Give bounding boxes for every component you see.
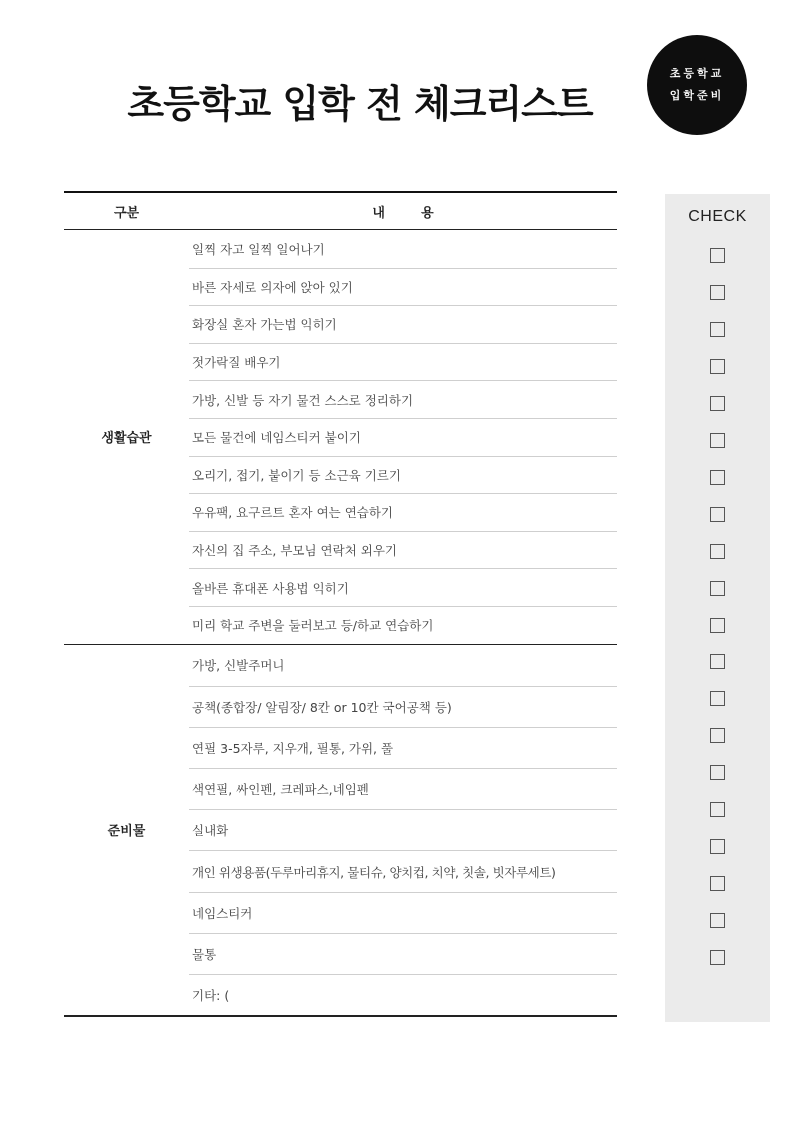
checkbox[interactable] <box>710 876 725 891</box>
checkbox[interactable] <box>710 359 725 374</box>
item-list <box>189 230 617 644</box>
header-category: 구분 <box>113 205 140 221</box>
list-item: 가방, 신발 등 자기 물건 스스로 정리하기 <box>189 380 617 418</box>
list-item: 공책(종합장/ 알림장/ 8칸 or 10칸 국어공책 등) <box>189 686 617 727</box>
badge-line2: 입학준비 <box>669 89 725 102</box>
checkbox[interactable] <box>710 765 725 780</box>
category-label: 준비물 <box>107 824 146 840</box>
badge-circle <box>647 35 747 135</box>
checkbox[interactable] <box>710 728 725 743</box>
checkbox[interactable] <box>710 322 725 337</box>
list-item: 올바른 휴대폰 사용법 익히기 <box>189 568 617 606</box>
checkbox[interactable] <box>710 507 725 522</box>
header-content: 내 용 <box>372 205 434 221</box>
group-supplies <box>64 644 617 1016</box>
checkbox[interactable] <box>710 285 725 300</box>
check-panel <box>665 194 770 1022</box>
group-lifestyle <box>64 230 617 644</box>
list-item: 실내화 <box>189 809 617 850</box>
checkbox[interactable] <box>710 396 725 411</box>
list-item: 개인 위생용품(두루마리휴지, 물티슈, 양치컵, 치약, 칫솔, 빗자루세트) <box>189 850 617 891</box>
list-item: 오리기, 접기, 붙이기 등 소근육 기르기 <box>189 456 617 494</box>
list-item: 네임스티커 <box>189 892 617 933</box>
checkbox[interactable] <box>710 544 725 559</box>
check-title: CHECK <box>688 208 747 225</box>
category-label: 생활습관 <box>101 431 152 447</box>
list-item: 미리 학교 주변을 둘러보고 등/하교 연습하기 <box>189 606 617 644</box>
list-item: 색연필, 싸인펜, 크레파스,네임펜 <box>189 768 617 809</box>
checklist-table <box>64 191 617 1017</box>
checkbox[interactable] <box>710 802 725 817</box>
list-item: 바른 자세로 의자에 앉아 있기 <box>189 268 617 306</box>
list-item: 일찍 자고 일찍 일어나기 <box>192 241 325 257</box>
checkbox[interactable] <box>710 913 725 928</box>
list-item: 우유팩, 요구르트 혼자 여는 연습하기 <box>189 493 617 531</box>
checkbox[interactable] <box>710 470 725 485</box>
list-item: 자신의 집 주소, 부모님 연락처 외우기 <box>189 531 617 569</box>
list-item: 젓가락질 배우기 <box>189 343 617 381</box>
list-item-other <box>189 974 617 1015</box>
list-item: 화장실 혼자 가는법 익히기 <box>189 305 617 343</box>
page-title: 초등학교 입학 전 체크리스트 <box>127 82 593 126</box>
badge-line1: 초등학교 <box>669 67 725 80</box>
list-item: 가방, 신발주머니 <box>192 658 285 674</box>
checkbox[interactable] <box>710 654 725 669</box>
checkbox[interactable] <box>710 691 725 706</box>
checkbox[interactable] <box>710 581 725 596</box>
list-item: 모든 물건에 네임스티커 붙이기 <box>189 418 617 456</box>
table-header <box>64 193 617 230</box>
list-item: 연필 3-5자루, 지우개, 필통, 가위, 풀 <box>189 727 617 768</box>
item-list <box>189 645 617 1016</box>
checkbox[interactable] <box>710 248 725 263</box>
checkbox[interactable] <box>710 950 725 965</box>
checkbox[interactable] <box>710 618 725 633</box>
other-label: 기타: ( <box>192 988 230 1004</box>
list-item: 물통 <box>189 933 617 974</box>
checkbox[interactable] <box>710 433 725 448</box>
checkbox[interactable] <box>710 839 725 854</box>
